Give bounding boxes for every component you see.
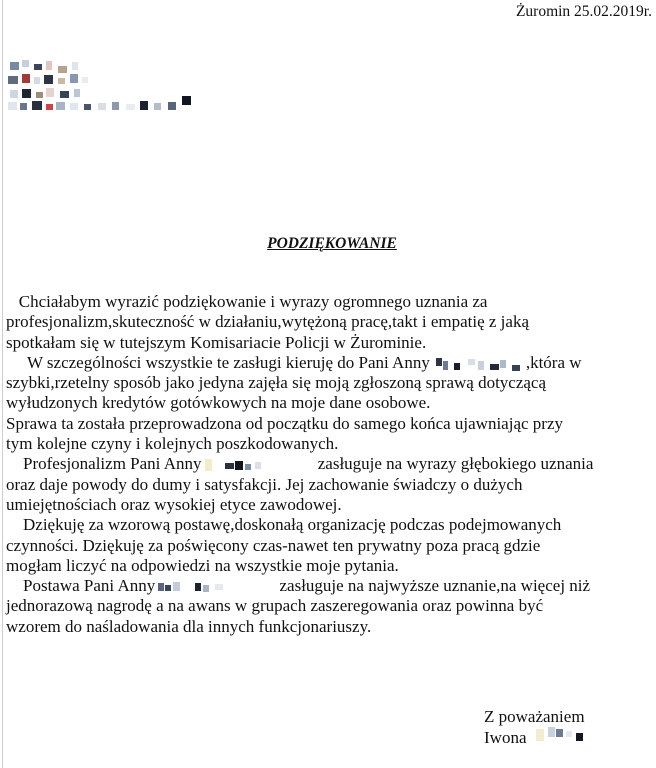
body-line-segment: Postawa Pani Anny (6, 576, 156, 596)
body-line: szybki,rzetelny sposób jako jedyna zajęła się moją zgłoszoną sprawą dotyczącą (6, 373, 547, 393)
signature-first-name: Iwona (484, 728, 527, 747)
body-line: Sprawa ta została przeprowadzona od początku do samego końca ujawniając przy (6, 413, 563, 433)
body-line (6, 353, 650, 373)
body-line: tym kolejne czyny i kolejnych poszkodowanych. (6, 434, 339, 454)
closing-phrase: Z poważaniem (484, 707, 585, 726)
body-line: umiejętnościach oraz wysokiej etyce zawodowej. (6, 494, 342, 514)
letter-body (6, 292, 650, 637)
redacted-surname (201, 456, 313, 474)
page-edge (2, 0, 3, 768)
body-line-segment: W szczególności wszystkie te zasługi kieruję do Pani Anny (6, 352, 430, 372)
signature-line (484, 727, 585, 748)
body-line: Dziękuję za wzorową postawę,doskonałą organizację podczas podejmowanych (6, 515, 562, 535)
redacted-surname (155, 578, 275, 596)
body-line (6, 576, 650, 596)
letter-title: PODZIĘKOWANIE (267, 235, 397, 252)
body-line-segment: zasługuje na najwyższe uznanie,na więcej niż (275, 576, 591, 596)
date-line: Żuromin 25.02.2019r. (515, 3, 652, 20)
body-line: wyłudzonych kredytów gotówkowych na moje dane osobowe. (6, 393, 431, 413)
redacted-surname (430, 355, 526, 373)
body-line: wzorem do naśladowania dla innych funkcjonariuszy. (6, 616, 372, 636)
body-line: spotkałam się w tutejszym Komisariacie Policji w Żurominie. (6, 332, 427, 352)
body-line: profesjonalizm,skuteczność w działaniu,wytężoną pracę,takt i empatię z jaką (6, 312, 529, 332)
body-line: czynności. Dziękuję za poświęcony czas-nawet ten prywatny poza pracą gdzie (6, 535, 541, 555)
redacted-signature-surname (534, 723, 594, 745)
closing-block (484, 706, 585, 748)
redacted-address-block (6, 58, 196, 124)
body-line-segment: Profesjonalizm Pani Anny (6, 454, 202, 474)
body-line-segment: zasługuje na wyrazy głębokiego uznania (313, 454, 594, 474)
body-line: jednorazową nagrodę a na awans w grupach zaszeregowania oraz powinna być (6, 596, 544, 616)
body-line (6, 454, 650, 474)
body-line-segment: ,która w (525, 352, 582, 372)
body-line: Chciałabym wyrazić podziękowanie i wyrazy ogromnego uznania za (6, 292, 488, 311)
body-line: mogłam liczyć na odpowiedzi na wszystkie moje pytania. (6, 555, 399, 575)
body-line: oraz daje powody do dumy i satysfakcji. Jej zachowanie świadczy o dużych (6, 474, 523, 494)
